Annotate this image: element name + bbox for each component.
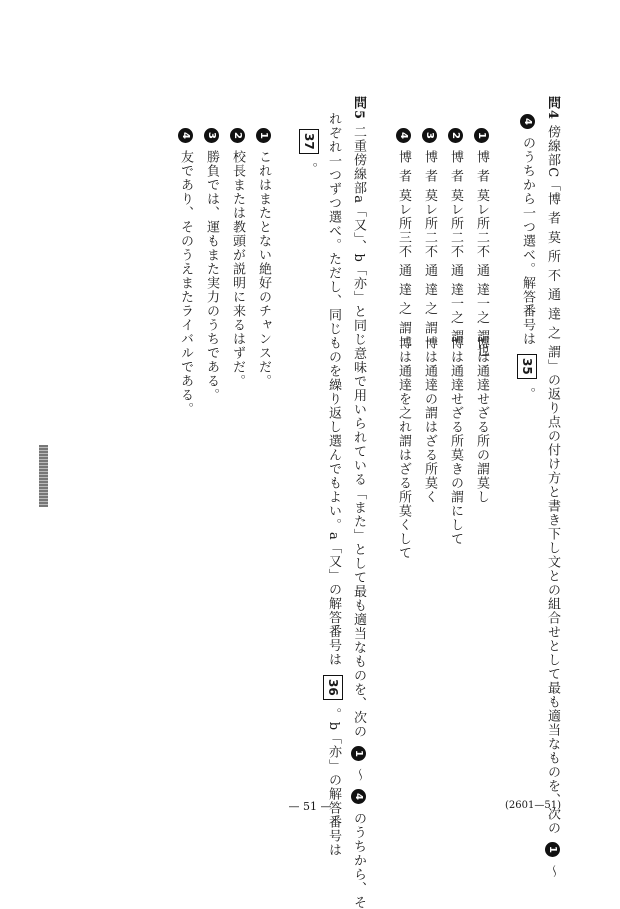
q5-answer-box-a: 36 (323, 675, 343, 700)
q5-option-1 (254, 126, 272, 388)
q4-stem-text: 傍線部C「博 者 莫 所 不 通 達 之 謂」の返り点の付け方と書き下し文との組合せとして最も適当なものを、次の (545, 125, 560, 836)
q4-option-1-kanbun: 博 者 莫レ所二不 通 達一之 謂也 (474, 150, 489, 358)
q4-option-2-reading: 博は通達せざる所莫きの謂にして (448, 336, 463, 546)
q4-period: 。 (520, 387, 535, 402)
q4-tilde: ～ (545, 864, 560, 879)
q5-stem-line3 (299, 126, 319, 176)
q4-option-3-kanbun: 博 者 莫レ所二不 通 達 之 謂一 (422, 150, 437, 349)
exam-code: (2601—51) (505, 800, 561, 811)
q4-option-1-num: 1 (474, 128, 489, 143)
q4-option-3-num: 3 (422, 128, 437, 143)
q5-option-1-num: 1 (256, 128, 271, 143)
q4-option-4-num: 4 (396, 128, 411, 143)
q5-stem-text: 二重傍線部a「又」、b「亦」と同じ意味で用いられている「また」として最も適当なものを、次の (351, 125, 366, 739)
q5-tilde: ～ (351, 768, 366, 783)
q5-answer-box-b: 37 (299, 129, 319, 154)
scan-margin-mark (39, 445, 48, 507)
q4-label: 問4 (545, 96, 560, 121)
q4-option-2 (446, 126, 464, 344)
q5-label: 問5 (351, 96, 366, 121)
page-number: — 51 — (288, 800, 332, 813)
q5-stem-text-2: れぞれ一つずつ選べ。ただし、同じものを繰り返し選んでもよい。a「又」の解答番号は (326, 112, 341, 667)
q5-option-3-text: 勝負では、運もまた実力のうちである。 (204, 150, 219, 403)
q4-option-1 (472, 126, 490, 358)
q5-option-4-text: 友であり、そのうえまたライバルである。 (178, 150, 193, 417)
q4-answer-box: 35 (517, 354, 537, 379)
q5-stem-line1 (349, 96, 367, 909)
q4-stem-text-2: のうちから一つ選べ。解答番号は (520, 136, 535, 347)
q4-option-4 (394, 126, 412, 349)
q4-stem-line1 (543, 96, 561, 878)
q5-option-4 (176, 126, 194, 416)
q4-option-2-kanbun: 博 者 莫レ所二不 通 達一之 謂 (448, 150, 463, 344)
q4-circle-4: 4 (520, 114, 535, 129)
q4-option-3-reading: 博は通達の謂はざる所莫く (422, 336, 437, 504)
q5-stem-mid: 。b「亦」の解答番号は (326, 707, 341, 858)
q5-option-1-text: これはまたとない絶好のチャンスだ。 (256, 150, 271, 389)
q5-option-2 (228, 126, 246, 388)
q4-stem-line2 (517, 112, 537, 401)
q4-circle-1: 1 (545, 842, 560, 857)
q5-option-2-text: 校長または教頭が説明に来るはずだ。 (230, 150, 245, 389)
q5-circle-4: 4 (351, 789, 366, 804)
q5-circle-1: 1 (351, 746, 366, 761)
q4-option-3 (420, 126, 438, 349)
q4-option-1-reading: 博は通達せざる所の謂莫し (474, 336, 489, 504)
q4-option-4-reading: 博は通達を之れ謂はざる所莫くして (396, 336, 411, 560)
q4-option-2-num: 2 (448, 128, 463, 143)
q5-option-2-num: 2 (230, 128, 245, 143)
q5-option-3-num: 3 (204, 128, 219, 143)
q4-option-4-kanbun: 博 者 莫レ所三不 通 達 之 謂二 (396, 150, 411, 349)
q5-stem-end: のうちから、そ (351, 811, 366, 909)
q5-period: 。 (302, 161, 317, 176)
q5-option-3 (202, 126, 220, 402)
q5-stem-line2 (323, 112, 343, 857)
q5-option-4-num: 4 (178, 128, 193, 143)
